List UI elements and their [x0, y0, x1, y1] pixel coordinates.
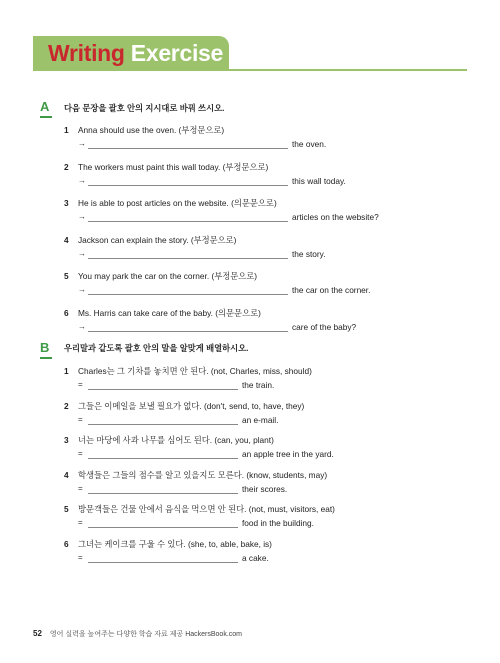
exercise-item: [64, 538, 464, 568]
item-number: 3: [64, 198, 69, 208]
exercise-item: [64, 469, 464, 499]
item-number: 1: [64, 125, 69, 135]
exercise-item: [64, 270, 464, 300]
item-question: 너는 마당에 사과 나무를 심어도 된다. (can, you, plant): [78, 435, 274, 445]
answer-tail-text: the story.: [292, 248, 326, 259]
answer-tail-text: the oven.: [292, 139, 327, 149]
item-number: 2: [64, 161, 69, 172]
item-question: Ms. Harris can take care of the baby. (의문문으로): [78, 307, 261, 318]
answer-tail-text: articles on the website?: [292, 212, 379, 222]
exercise-item: [64, 197, 464, 227]
item-question: You may park the car on the corner. (부정문으로): [78, 271, 258, 281]
header-rule: [33, 69, 467, 71]
section-a-instruction: 다음 문장을 괄호 안의 지시대로 바꿔 쓰시오.: [64, 103, 225, 113]
exercise-item: [64, 234, 464, 264]
answer-tail-text: food in the building.: [242, 518, 314, 528]
answer-blank-line[interactable]: [88, 424, 238, 425]
exercise-item: [64, 434, 464, 464]
item-question: Charles는 그 기차를 놓치면 안 된다. (not, Charles, miss, should): [78, 366, 312, 376]
item-number: 6: [64, 538, 69, 549]
item-question: 그들은 이메일을 보낼 필요가 없다. (don't, send, to, have, they): [78, 400, 305, 411]
answer-tail-text: the car on the corner.: [292, 285, 371, 295]
page-title: [48, 37, 223, 69]
answer-blank-line[interactable]: [88, 148, 288, 149]
title-word-writing: Writing: [48, 40, 125, 66]
item-number: 1: [64, 366, 69, 376]
item-question: The workers must paint this wall today. (부정문으로): [78, 161, 269, 172]
arrow-marker: →: [78, 248, 86, 258]
exercise-item: [64, 400, 464, 430]
item-number: 5: [64, 271, 69, 281]
arrow-marker: →: [78, 212, 86, 221]
item-number: 2: [64, 400, 69, 411]
answer-tail-text: this wall today.: [292, 175, 346, 186]
item-number: 5: [64, 504, 69, 514]
item-number: 3: [64, 435, 69, 445]
answer-blank-line[interactable]: [88, 493, 238, 494]
page-footer: [33, 627, 242, 641]
answer-blank-line[interactable]: [88, 221, 288, 222]
answer-tail-text: the train.: [242, 380, 275, 390]
equals-marker: =: [78, 518, 83, 527]
section-a-letter: A: [40, 99, 50, 114]
answer-blank-line[interactable]: [88, 294, 288, 295]
answer-blank-line[interactable]: [88, 185, 288, 186]
title-word-exercise: Exercise: [130, 40, 224, 66]
section-b-letter: B: [40, 340, 50, 355]
arrow-marker: →: [78, 321, 86, 331]
answer-tail-text: care of the baby?: [292, 321, 357, 332]
footer-text: 영어 실력을 높여주는 다양한 학습 자료 제공 HackersBook.com: [49, 631, 242, 638]
answer-tail-text: an apple tree in the yard.: [242, 449, 334, 459]
exercise-item: [64, 307, 464, 337]
exercise-item: [64, 503, 464, 533]
equals-marker: =: [78, 414, 83, 424]
section-b-underline: [40, 357, 52, 359]
answer-blank-line[interactable]: [88, 389, 238, 390]
item-question: 학생들은 그들의 점수를 알고 있을지도 모른다. (know, students, may): [78, 469, 328, 480]
answer-blank-line[interactable]: [88, 258, 288, 259]
arrow-marker: →: [78, 285, 86, 294]
answer-blank-line[interactable]: [88, 331, 288, 332]
answer-blank-line[interactable]: [88, 562, 238, 563]
answer-tail-text: their scores.: [242, 483, 288, 494]
arrow-marker: →: [78, 139, 86, 148]
answer-blank-line[interactable]: [88, 527, 238, 528]
item-question: Anna should use the oven. (부정문으로): [78, 125, 225, 135]
section-b-instruction: 우리말과 같도록 괄호 안의 말을 알맞게 배열하시오.: [64, 343, 249, 353]
section-a-underline: [40, 116, 52, 118]
item-question: He is able to post articles on the website. (의문문으로): [78, 198, 277, 208]
item-question: 방문객들은 건물 안에서 음식을 먹으면 안 된다. (not, must, visitors, eat): [78, 504, 335, 514]
item-number: 4: [64, 234, 69, 245]
answer-tail-text: a cake.: [242, 552, 269, 563]
exercise-item: [64, 124, 464, 154]
exercise-item: [64, 365, 464, 395]
equals-marker: =: [78, 449, 83, 458]
item-number: 6: [64, 307, 69, 318]
page-number: 52: [33, 629, 42, 638]
item-question: Jackson can explain the story. (부정문으로): [78, 234, 237, 245]
answer-blank-line[interactable]: [88, 458, 238, 459]
equals-marker: =: [78, 483, 83, 493]
arrow-marker: →: [78, 175, 86, 185]
equals-marker: =: [78, 380, 83, 389]
item-question: 그녀는 케이크를 구울 수 있다. (she, to, able, bake, is): [78, 538, 272, 549]
item-number: 4: [64, 469, 69, 480]
equals-marker: =: [78, 552, 83, 562]
exercise-item: [64, 161, 464, 191]
answer-tail-text: an e-mail.: [242, 414, 279, 425]
